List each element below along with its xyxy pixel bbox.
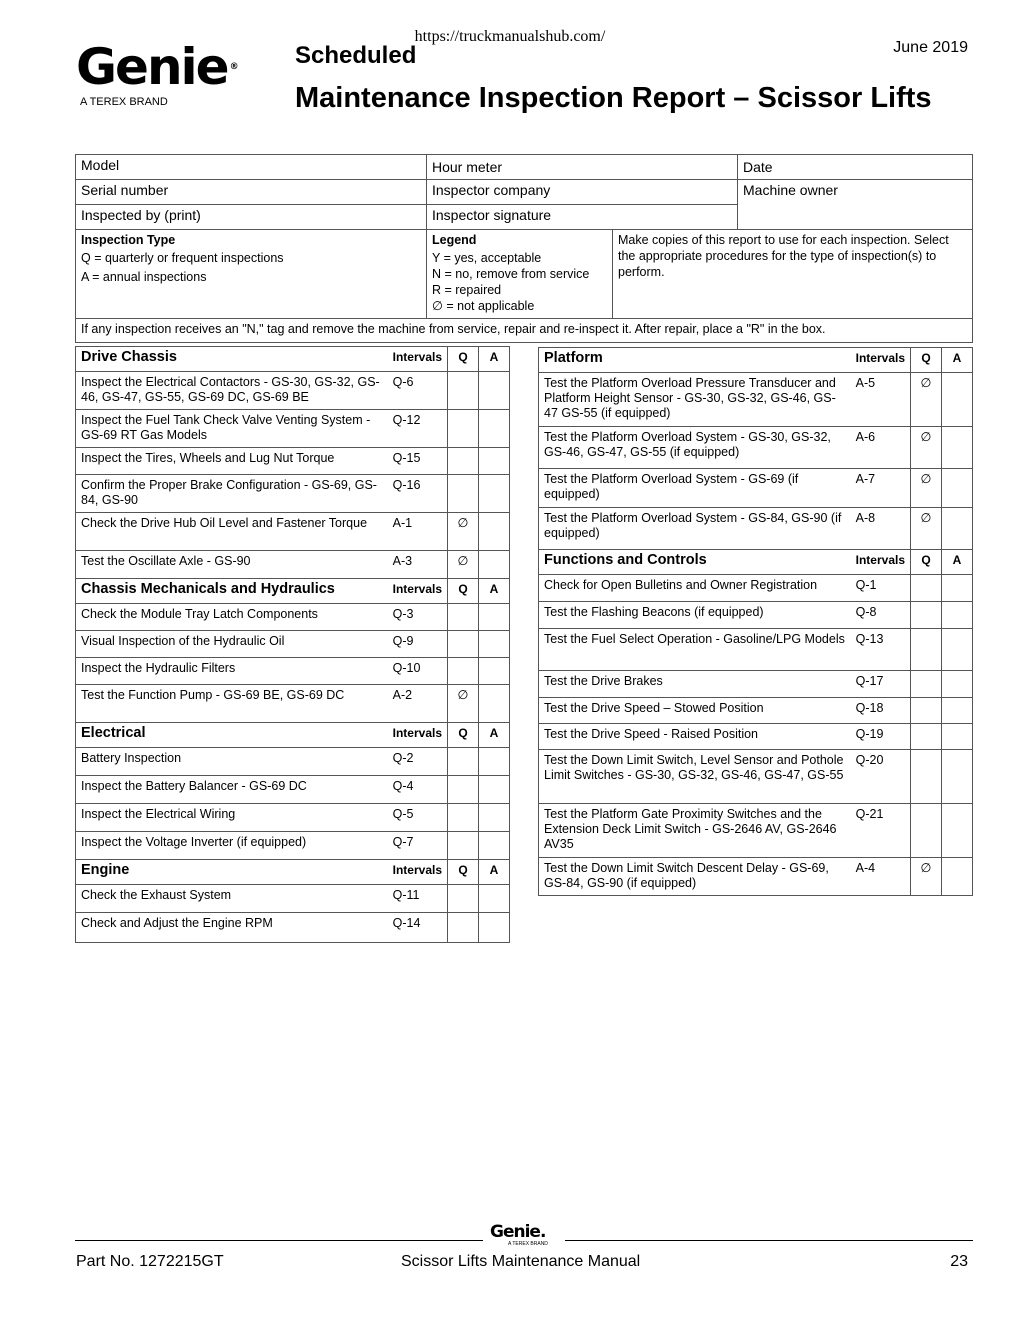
manual-title: Scissor Lifts Maintenance Manual (401, 1253, 641, 1270)
section-title: Functions and Controls (539, 550, 852, 575)
a-checkbox[interactable] (942, 575, 973, 602)
a-header: A (942, 348, 973, 373)
inspection-notice: If any inspection receives an "N," tag and remove the machine from service, repair and re-inspect it. After repair, place a "R" in the box. (76, 319, 973, 343)
footer-logo: Genie. (490, 1222, 546, 1242)
procedure-text: Confirm the Proper Brake Configuration - GS-69, GS-84, GS-90 (76, 475, 389, 513)
q-header: Q (448, 347, 479, 372)
a-checkbox[interactable] (942, 373, 973, 427)
procedure-text: Test the Platform Overload System - GS-30, GS-32, GS-46, GS-47, GS-55 (if equipped) (539, 427, 852, 469)
a-checkbox[interactable] (942, 858, 973, 896)
procedure-text: Check the Module Tray Latch Components (76, 604, 389, 631)
interval-code: Q-3 (389, 604, 448, 631)
q-checkbox[interactable] (448, 604, 479, 631)
a-checkbox[interactable] (942, 671, 973, 698)
serial-number-field[interactable]: Serial number (76, 180, 427, 205)
q-header: Q (448, 860, 479, 885)
q-checkbox[interactable]: ∅ (911, 508, 942, 550)
interval-code: A-3 (389, 551, 448, 579)
q-checkbox[interactable] (448, 885, 479, 913)
header-date: June 2019 (893, 39, 968, 56)
a-checkbox[interactable] (942, 427, 973, 469)
section-header (76, 723, 510, 748)
checklist-row (76, 748, 510, 776)
checklist-row (76, 804, 510, 832)
a-checkbox[interactable] (479, 513, 510, 551)
checklist-row (76, 475, 510, 513)
q-checkbox[interactable] (911, 629, 942, 671)
interval-code: Q-12 (389, 410, 448, 448)
q-checkbox[interactable] (448, 410, 479, 448)
checklist-row (76, 513, 510, 551)
checklist-row (76, 913, 510, 943)
checklist-row (76, 372, 510, 410)
section-header (76, 347, 510, 372)
q-checkbox[interactable]: ∅ (448, 685, 479, 723)
q-checkbox[interactable] (448, 913, 479, 943)
procedure-text: Test the Flashing Beacons (if equipped) (539, 602, 852, 629)
a-checkbox[interactable] (479, 475, 510, 513)
intervals-header: Intervals (389, 723, 448, 748)
q-checkbox[interactable] (911, 671, 942, 698)
legend-yes: Y = yes, acceptable (432, 251, 542, 265)
legend-not-applicable: ∅ = not applicable (432, 299, 535, 313)
q-checkbox[interactable]: ∅ (448, 513, 479, 551)
model-field[interactable]: Model (76, 155, 427, 180)
a-checkbox[interactable] (479, 913, 510, 943)
procedure-text: Test the Oscillate Axle - GS-90 (76, 551, 389, 579)
checklist-row (76, 631, 510, 658)
procedure-text: Test the Platform Overload Pressure Transducer and Platform Height Sensor - GS-30, GS-32, GS-46, GS-47 GS-55 (if equipped) (539, 373, 852, 427)
q-checkbox[interactable]: ∅ (911, 373, 942, 427)
section-title: Chassis Mechanicals and Hydraulics (76, 579, 389, 604)
q-checkbox[interactable]: ∅ (911, 858, 942, 896)
a-header: A (479, 723, 510, 748)
q-checkbox[interactable]: ∅ (911, 469, 942, 508)
footer-rule-left (75, 1240, 483, 1241)
procedure-text: Inspect the Electrical Contactors - GS-30, GS-32, GS-46, GS-47, GS-55, GS-69 DC, GS-69 BE (76, 372, 389, 410)
q-checkbox[interactable] (911, 575, 942, 602)
section-header (76, 579, 510, 604)
inspector-signature-field[interactable]: Inspector signature (427, 205, 738, 230)
procedure-text: Check the Exhaust System (76, 885, 389, 913)
q-checkbox[interactable] (448, 748, 479, 776)
a-checkbox[interactable] (479, 410, 510, 448)
inspection-type-box (76, 230, 427, 319)
intervals-header: Intervals (389, 579, 448, 604)
q-checkbox[interactable] (448, 776, 479, 804)
checklist-row (76, 410, 510, 448)
q-checkbox[interactable]: ∅ (911, 427, 942, 469)
right-checklist-table (538, 347, 973, 896)
interval-code: A-6 (852, 427, 911, 469)
procedure-text: Test the Drive Speed – Stowed Position (539, 698, 852, 724)
checklist-row (539, 858, 973, 896)
section-title: Electrical (76, 723, 389, 748)
source-url: https://truckmanualshub.com/ (414, 28, 606, 45)
a-checkbox[interactable] (479, 685, 510, 723)
procedure-text: Inspect the Hydraulic Filters (76, 658, 389, 685)
q-checkbox[interactable] (448, 832, 479, 860)
q-checkbox[interactable] (448, 448, 479, 475)
q-checkbox[interactable] (911, 750, 942, 804)
checklist-row (539, 698, 973, 724)
interval-code: A-7 (852, 469, 911, 508)
a-checkbox[interactable] (942, 750, 973, 804)
a-checkbox[interactable] (479, 748, 510, 776)
interval-code: Q-19 (852, 724, 911, 750)
a-checkbox[interactable] (942, 698, 973, 724)
logo-brand-line: A TEREX BRAND (80, 96, 168, 108)
interval-code: Q-9 (389, 631, 448, 658)
procedure-text: Test the Drive Brakes (539, 671, 852, 698)
inspection-info-table (75, 154, 973, 343)
a-checkbox[interactable] (479, 631, 510, 658)
page-title-line1: Scheduled (295, 42, 417, 69)
checklist-row (539, 373, 973, 427)
a-header: A (479, 347, 510, 372)
q-checkbox[interactable] (448, 631, 479, 658)
interval-code: Q-18 (852, 698, 911, 724)
inspection-type-q: Q = quarterly or frequent inspections (81, 251, 284, 265)
checklist-row (539, 724, 973, 750)
a-checkbox[interactable] (942, 724, 973, 750)
a-checkbox[interactable] (942, 469, 973, 508)
procedure-text: Inspect the Battery Balancer - GS-69 DC (76, 776, 389, 804)
procedure-text: Test the Fuel Select Operation - Gasoline/LPG Models (539, 629, 852, 671)
interval-code: Q-15 (389, 448, 448, 475)
inspected-by-field[interactable]: Inspected by (print) (76, 205, 427, 230)
a-header: A (479, 579, 510, 604)
procedure-text: Check the Drive Hub Oil Level and Fastener Torque (76, 513, 389, 551)
interval-code: A-2 (389, 685, 448, 723)
q-checkbox[interactable] (911, 602, 942, 629)
inspection-type-a: A = annual inspections (81, 270, 207, 284)
a-checkbox[interactable] (479, 551, 510, 579)
procedure-text: Inspect the Fuel Tank Check Valve Venting System - GS-69 RT Gas Models (76, 410, 389, 448)
checklist-row (76, 448, 510, 475)
interval-code: A-8 (852, 508, 911, 550)
checklist-row (76, 776, 510, 804)
a-checkbox[interactable] (479, 885, 510, 913)
checklist-row (539, 750, 973, 804)
procedure-text: Inspect the Tires, Wheels and Lug Nut Torque (76, 448, 389, 475)
checklist-row (76, 551, 510, 579)
interval-code: Q-21 (852, 804, 911, 858)
page-number: 23 (950, 1253, 968, 1270)
a-checkbox[interactable] (942, 629, 973, 671)
part-number: Part No. 1272215GT (76, 1253, 224, 1270)
a-checkbox[interactable] (479, 804, 510, 832)
checklist-row (76, 885, 510, 913)
interval-code: Q-7 (389, 832, 448, 860)
legend-no: N = no, remove from service (432, 267, 590, 281)
a-header: A (479, 860, 510, 885)
q-header: Q (911, 348, 942, 373)
checklist-row (539, 671, 973, 698)
interval-code: A-1 (389, 513, 448, 551)
a-checkbox[interactable] (942, 602, 973, 629)
a-checkbox[interactable] (479, 372, 510, 410)
procedure-text: Test the Platform Overload System - GS-69 (if equipped) (539, 469, 852, 508)
a-header: A (942, 550, 973, 575)
section-title: Platform (539, 348, 852, 373)
procedure-text: Test the Function Pump - GS-69 BE, GS-69 DC (76, 685, 389, 723)
q-checkbox[interactable] (448, 475, 479, 513)
left-checklist-table (75, 346, 510, 943)
checklist-row (539, 629, 973, 671)
legend-repaired: R = repaired (432, 283, 502, 297)
interval-code: A-5 (852, 373, 911, 427)
inspection-type-title: Inspection Type (81, 233, 176, 247)
procedure-text: Inspect the Voltage Inverter (if equipped) (76, 832, 389, 860)
hour-meter-field[interactable]: Hour meter (427, 155, 738, 180)
procedure-text: Check and Adjust the Engine RPM (76, 913, 389, 943)
date-field[interactable]: Date (738, 155, 973, 180)
intervals-header: Intervals (852, 550, 911, 575)
checklist-row (76, 658, 510, 685)
legend-box (427, 230, 613, 318)
q-checkbox[interactable] (448, 372, 479, 410)
intervals-header: Intervals (389, 347, 448, 372)
interval-code: Q-10 (389, 658, 448, 685)
section-header (539, 550, 973, 575)
a-checkbox[interactable] (479, 776, 510, 804)
interval-code: Q-4 (389, 776, 448, 804)
section-header (76, 860, 510, 885)
a-checkbox[interactable] (479, 658, 510, 685)
intervals-header: Intervals (389, 860, 448, 885)
section-title: Engine (76, 860, 389, 885)
intervals-header: Intervals (852, 348, 911, 373)
section-title: Drive Chassis (76, 347, 389, 372)
procedure-text: Test the Platform Overload System - GS-84, GS-90 (if equipped) (539, 508, 852, 550)
interval-code: Q-11 (389, 885, 448, 913)
procedure-text: Visual Inspection of the Hydraulic Oil (76, 631, 389, 658)
procedure-text: Battery Inspection (76, 748, 389, 776)
logo-wordmark: Genie (76, 38, 228, 96)
a-checkbox[interactable] (942, 508, 973, 550)
checklist-row (76, 685, 510, 723)
interval-code: Q-5 (389, 804, 448, 832)
a-checkbox[interactable] (479, 448, 510, 475)
footer-logo-brand: A TEREX BRAND (508, 1241, 548, 1247)
a-checkbox[interactable] (479, 604, 510, 631)
section-header (539, 348, 973, 373)
procedure-text: Test the Down Limit Switch Descent Delay - GS-69, GS-84, GS-90 (if equipped) (539, 858, 852, 896)
q-checkbox[interactable] (911, 724, 942, 750)
q-checkbox[interactable] (448, 804, 479, 832)
checklist-row (76, 604, 510, 631)
q-checkbox[interactable] (911, 804, 942, 858)
registered-mark: ® (229, 62, 237, 72)
q-checkbox[interactable] (448, 658, 479, 685)
checklist-row (539, 575, 973, 602)
interval-code: A-4 (852, 858, 911, 896)
q-header: Q (911, 550, 942, 575)
legend-notes-cell (427, 230, 973, 319)
a-checkbox[interactable] (942, 804, 973, 858)
a-checkbox[interactable] (479, 832, 510, 860)
machine-owner-field[interactable]: Machine owner (738, 180, 973, 230)
genie-logo (76, 38, 237, 108)
interval-code: Q-8 (852, 602, 911, 629)
checklist-row (539, 469, 973, 508)
checklist-row (539, 804, 973, 858)
interval-code: Q-2 (389, 748, 448, 776)
interval-code: Q-1 (852, 575, 911, 602)
checklist-row (539, 427, 973, 469)
q-checkbox[interactable]: ∅ (448, 551, 479, 579)
procedure-text: Check for Open Bulletins and Owner Registration (539, 575, 852, 602)
procedure-text: Test the Platform Gate Proximity Switches and the Extension Deck Limit Switch - GS-2646 AV, GS-2646 AV35 (539, 804, 852, 858)
legend-title: Legend (432, 233, 477, 247)
interval-code: Q-17 (852, 671, 911, 698)
page-title-line2: Maintenance Inspection Report – Scissor Lifts (295, 82, 932, 114)
procedure-text: Test the Down Limit Switch, Level Sensor and Pothole Limit Switches - GS-30, GS-32, GS-46, GS-47, GS-55 (539, 750, 852, 804)
interval-code: Q-13 (852, 629, 911, 671)
checklist-row (76, 832, 510, 860)
procedure-text: Test the Drive Speed - Raised Position (539, 724, 852, 750)
interval-code: Q-6 (389, 372, 448, 410)
checklist-row (539, 508, 973, 550)
q-header: Q (448, 579, 479, 604)
procedure-text: Inspect the Electrical Wiring (76, 804, 389, 832)
q-checkbox[interactable] (911, 698, 942, 724)
interval-code: Q-20 (852, 750, 911, 804)
checklist-row (539, 602, 973, 629)
interval-code: Q-16 (389, 475, 448, 513)
inspector-company-field[interactable]: Inspector company (427, 180, 738, 205)
footer-rule-right (565, 1240, 973, 1241)
interval-code: Q-14 (389, 913, 448, 943)
copies-note: Make copies of this report to use for each inspection. Select the appropriate procedures for the type of inspection(s) to perform. (618, 233, 949, 279)
q-header: Q (448, 723, 479, 748)
